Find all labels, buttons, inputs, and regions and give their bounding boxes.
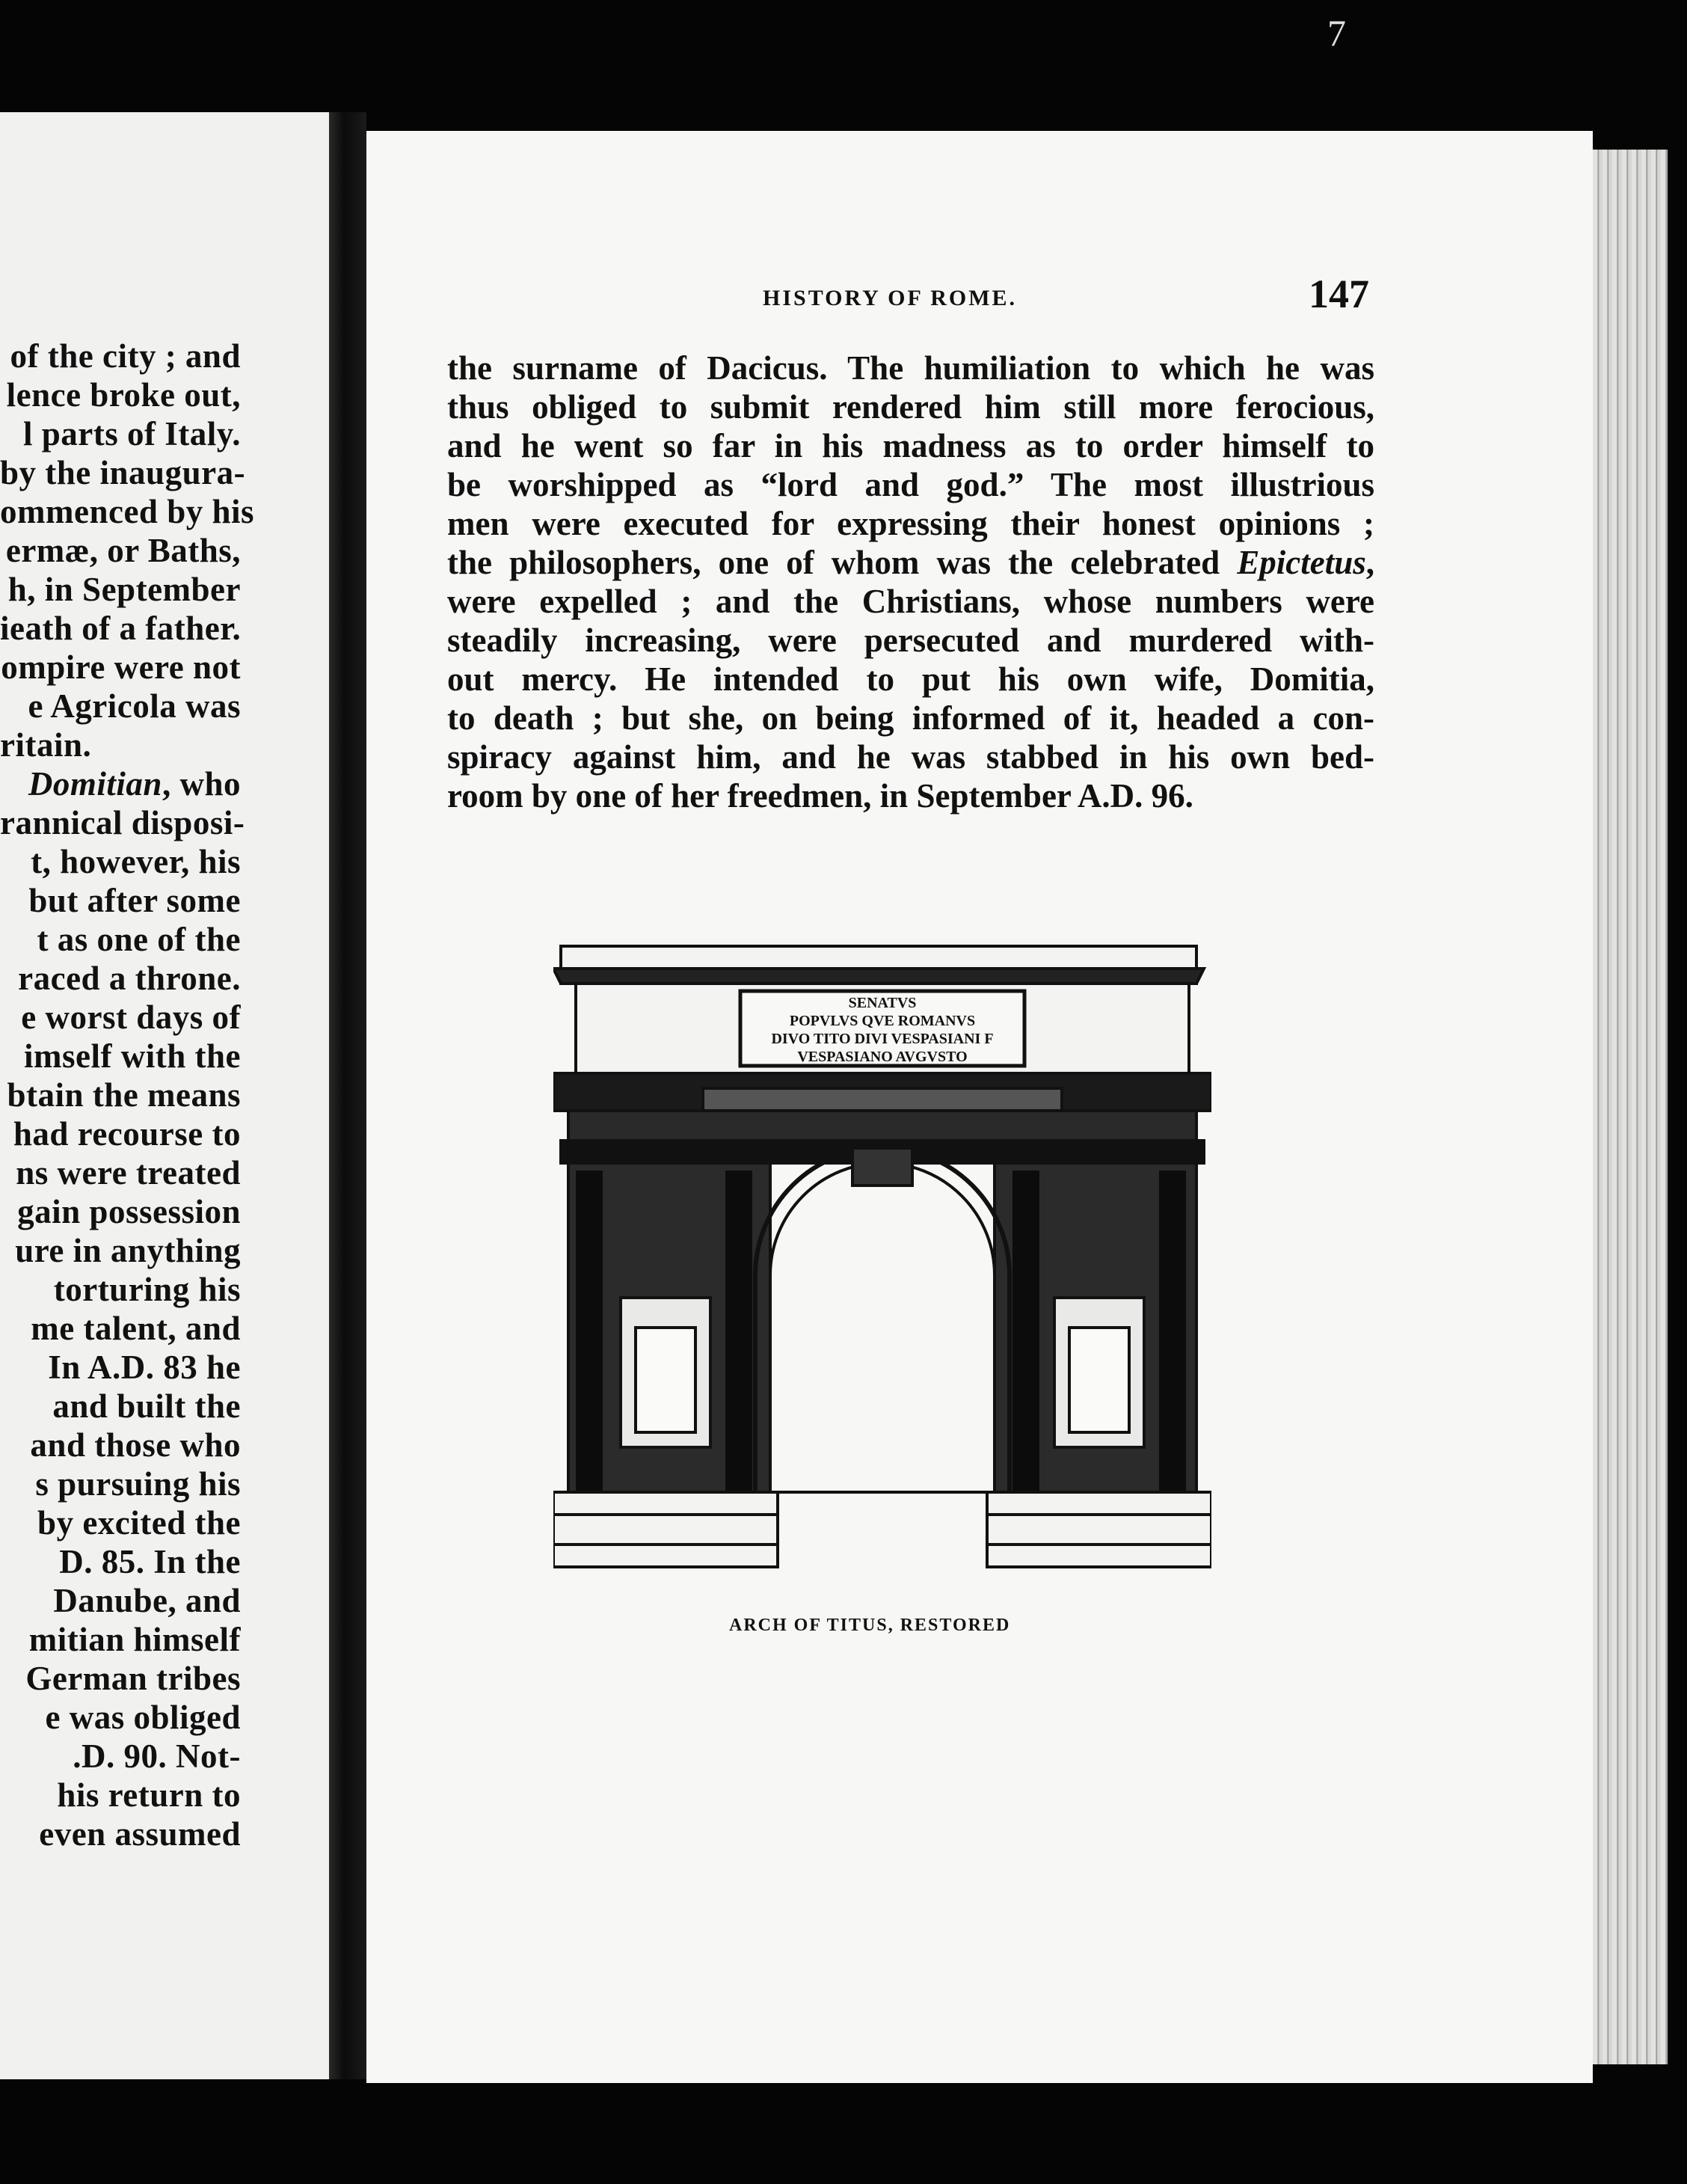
emphasis: Epictetus: [1237, 544, 1366, 581]
body-line-epictetus: the philosophers, one of whom was the celebrated Epictetus,: [447, 544, 1374, 581]
left-line: me talent, and: [31, 1310, 241, 1347]
left-line: ommenced by his: [0, 493, 255, 530]
body-line: steadily increasing, were persecuted and murdered with-: [447, 622, 1374, 659]
left-line: of the city ; and: [10, 337, 241, 375]
left-line: ritain.: [0, 726, 92, 764]
inscription-line: DIVO TITO DIVI VESPASIANI F: [771, 1031, 994, 1047]
left-line: ieath of a father.: [0, 610, 242, 647]
body-line: and he went so far in his madness as to order himself to: [447, 427, 1374, 464]
body-line: out mercy. He intended to put his own wife, Domitia,: [447, 660, 1374, 698]
left-line: e Agricola was: [28, 687, 241, 725]
running-head: HISTORY OF ROME.: [763, 286, 1018, 310]
left-line: raced a throne.: [18, 960, 241, 997]
inscription-line: POPVLVS QVE ROMANVS: [789, 1013, 976, 1029]
left-line: l parts of Italy.: [22, 415, 241, 453]
left-line: rannical disposi-: [0, 804, 245, 841]
left-line: had recourse to: [13, 1115, 241, 1153]
left-line: even assumed: [39, 1815, 241, 1853]
left-line: ompire were not: [1, 648, 241, 686]
body-line: room by one of her freedmen, in September A.D. 96.: [447, 777, 1193, 815]
left-line: e was obliged: [45, 1699, 241, 1736]
left-line: s pursuing his: [35, 1465, 241, 1503]
left-line: e worst days of: [21, 999, 241, 1036]
left-line: t as one of the: [37, 921, 241, 958]
left-line: but after some: [28, 882, 241, 919]
body-line: be worshipped as “lord and god.” The most illustrious: [447, 466, 1374, 503]
left-line: t, however, his: [31, 843, 241, 880]
figure-caption: ARCH OF TITUS, RESTORED: [729, 1616, 1011, 1635]
body-line: men were executed for expressing their honest opinions ;: [447, 505, 1374, 542]
left-line: ns were treated: [16, 1154, 241, 1191]
left-line: and built the: [52, 1387, 241, 1425]
left-line: by the inaugura-: [0, 454, 246, 491]
left-line: lence broke out,: [6, 376, 241, 414]
page-number: 147: [1309, 272, 1369, 316]
body-text: [447, 349, 1374, 815]
left-line-italic: Domitian, who: [28, 765, 241, 803]
left-line: and those who: [30, 1426, 241, 1464]
left-page-text: [0, 337, 329, 1853]
left-line: his return to: [57, 1776, 241, 1814]
left-line: German tribes: [25, 1660, 241, 1697]
left-line: btain the means: [7, 1076, 241, 1114]
left-line: Danube, and: [53, 1582, 241, 1619]
left-line: by excited the: [37, 1504, 241, 1542]
left-line: torturing his: [53, 1271, 241, 1308]
left-line: ure in anything: [15, 1232, 241, 1269]
corner-mark: 7: [1327, 12, 1346, 54]
left-line: h, in September: [7, 571, 241, 608]
inscription-line: VESPASIANO AVGVSTO: [797, 1049, 968, 1065]
emphasis: Domitian: [28, 765, 162, 803]
left-line: D. 85. In the: [59, 1543, 241, 1580]
left-line: gain possession: [17, 1193, 241, 1230]
inscription-line: SENATVS: [848, 995, 917, 1011]
body-line: spiracy against him, and he was stabbed in his own bed-: [447, 738, 1374, 776]
page-edges: [1593, 150, 1668, 2064]
left-line: ermæ, or Baths,: [5, 532, 241, 569]
arch-of-titus-illustration: [553, 939, 1211, 1574]
body-line: the surname of Dacicus. The humiliation to which he was: [447, 349, 1374, 387]
body-line: thus obliged to submit rendered him still more ferocious,: [447, 388, 1374, 426]
left-line: imself with the: [24, 1037, 241, 1075]
left-line: mitian himself: [28, 1621, 241, 1658]
book-gutter: [329, 112, 366, 2079]
left-page: [0, 112, 329, 2079]
left-line: In A.D. 83 he: [48, 1349, 241, 1386]
body-line: were expelled ; and the Christians, whose numbers were: [447, 583, 1374, 620]
body-line: to death ; but she, on being informed of it, headed a con-: [447, 699, 1374, 737]
left-line: .D. 90. Not-: [73, 1737, 241, 1775]
